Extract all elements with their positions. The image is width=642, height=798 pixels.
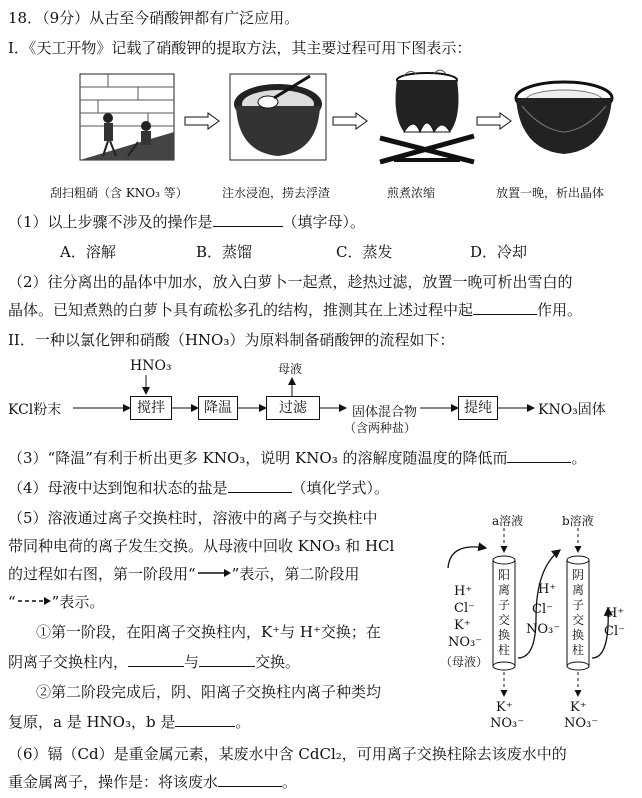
- option-b: B．蒸馏: [196, 243, 253, 261]
- q3-tail: 。: [571, 449, 587, 467]
- q3-text: （3）“降温”有利于析出更多 KNO₃，说明 KNO₃ 的溶解度随温度的降低而: [8, 449, 508, 467]
- flow-hno3: HNO₃: [130, 358, 172, 374]
- option-a: A．溶解: [60, 243, 116, 261]
- question-3: [8, 448, 587, 468]
- q6-tail: 。: [282, 773, 298, 791]
- caption-boiling: 煎煮浓缩: [387, 186, 436, 200]
- question-title: 18．（9分）从古至今硝酸钾都有广泛应用。: [8, 9, 300, 27]
- caption-scraping: 刮扫粗硝（含 KNO₃ 等）: [50, 186, 188, 200]
- ion-out-h: H⁺: [606, 606, 625, 621]
- ion-in-k: K⁺: [454, 618, 471, 633]
- anion-exchange-column-label: 阴离子交换柱: [572, 568, 585, 657]
- flow-step-stir: 搅拌: [130, 396, 172, 420]
- q5-stage2-line2: 复原，a 是 HNO₃，b 是 。: [8, 713, 251, 731]
- q3-answer-blank[interactable]: [507, 448, 571, 463]
- dashed-arrow-icon: [16, 595, 52, 607]
- caption-crystallizing: 放置一晚，析出晶体: [496, 186, 605, 200]
- flow-end: KNO₃固体: [538, 402, 606, 418]
- ion-in-cl: Cl⁻: [454, 601, 475, 616]
- q4-tail: （填化学式）。: [291, 479, 390, 497]
- q5-line2: 带同种电荷的离子发生交换。从母液中回收 KNO₃ 和 HCl: [8, 537, 395, 555]
- q6-answer-blank[interactable]: [218, 772, 282, 787]
- q5-line4: “ ”表示。: [8, 593, 105, 611]
- flow-start: KCl粉末: [8, 402, 62, 418]
- ion-mid-cl: Cl⁻: [532, 602, 553, 617]
- ion-in-no3: NO₃⁻: [448, 635, 483, 650]
- flow-mixture: 固体混合物: [352, 405, 418, 420]
- q4-text: （4）母液中达到饱和状态的盐是: [8, 479, 228, 497]
- part2-intro: II．一种以氯化钾和硝酸（HNO₃）为原料制备硝酸钾的流程如下：: [8, 331, 455, 349]
- q5-stage1-line2: 阴离子交换柱内， 与 交换。: [8, 653, 301, 671]
- question-4: [8, 478, 389, 498]
- q1-text: （1）以上步骤不涉及的操作是: [8, 213, 213, 231]
- flow-step-filter: 过滤: [266, 396, 320, 420]
- q6-line2: 重金属离子，操作是：将该废水: [8, 773, 219, 791]
- option-d: D．冷却: [470, 243, 528, 261]
- option-c: C．蒸发: [336, 243, 393, 261]
- q5-blank-anion2[interactable]: [199, 652, 255, 667]
- caption-soaking: 注水浸泡，捞去浮渣: [222, 186, 331, 200]
- flow-step-cool: 降温: [198, 396, 238, 420]
- flow-mixture-note: （含两种盐）: [344, 421, 417, 435]
- cation-exchange-column-label: 阳离子交换柱: [498, 568, 511, 657]
- ion-bottom2-no3: NO₃⁻: [564, 716, 599, 731]
- solid-arrow-icon: [196, 567, 232, 579]
- ion-bottom2-k: K⁺: [570, 700, 587, 715]
- ion-bottom1-k: K⁺: [496, 700, 513, 715]
- q5-stage2-line1: ②第二阶段完成后，阴、阳离子交换柱内离子种类均: [36, 683, 382, 701]
- question-6: [8, 772, 297, 792]
- a-solution-label: a溶液: [492, 514, 524, 528]
- q6-line1: （6）镉（Cd）是重金属元素，某废水中含 CdCl₂，可用离子交换柱除去该废水中的: [8, 745, 567, 763]
- q5-blank-b[interactable]: [175, 712, 235, 727]
- q2-line2: 晶体。已知煮熟的白萝卜具有疏松多孔的结构，推测其在上述过程中起: [8, 301, 474, 319]
- q1-tail: （填字母）。: [282, 213, 366, 231]
- ion-mid-no3: NO₃⁻: [526, 622, 561, 637]
- flow-mother-liquor: 母液: [278, 362, 303, 376]
- q5-stage1-line1: ①第一阶段，在阳离子交换柱内，K⁺与 H⁺交换；在: [36, 623, 381, 641]
- q5-line3: 的过程如右图，第一阶段用“ ”表示，第二阶段用: [8, 565, 360, 583]
- q5-line1: （5）溶液通过离子交换柱时，溶液中的离子与交换柱中: [8, 509, 378, 527]
- q2-tail: 作用。: [537, 301, 583, 319]
- part1-intro: I．《天工开物》记载了硝酸钾的提取方法，其主要过程可用下图表示：: [8, 39, 472, 57]
- ion-bottom1-no3: NO₃⁻: [490, 716, 525, 731]
- q4-answer-blank[interactable]: [228, 478, 292, 493]
- b-solution-label: b溶液: [562, 514, 594, 528]
- q2-line1: （2）往分离出的晶体中加水，放入白萝卜一起煮，趁热过滤，放置一晚可析出雪白的: [8, 273, 573, 291]
- ion-out-cl: Cl⁻: [604, 624, 625, 639]
- ion-mid-h: H⁺: [538, 582, 557, 597]
- ion-in-mother: （母液）: [440, 655, 489, 669]
- q5-blank-anion1[interactable]: [128, 652, 184, 667]
- ion-in-h: H⁺: [454, 584, 473, 599]
- flow-step-purify: 提纯: [458, 396, 498, 420]
